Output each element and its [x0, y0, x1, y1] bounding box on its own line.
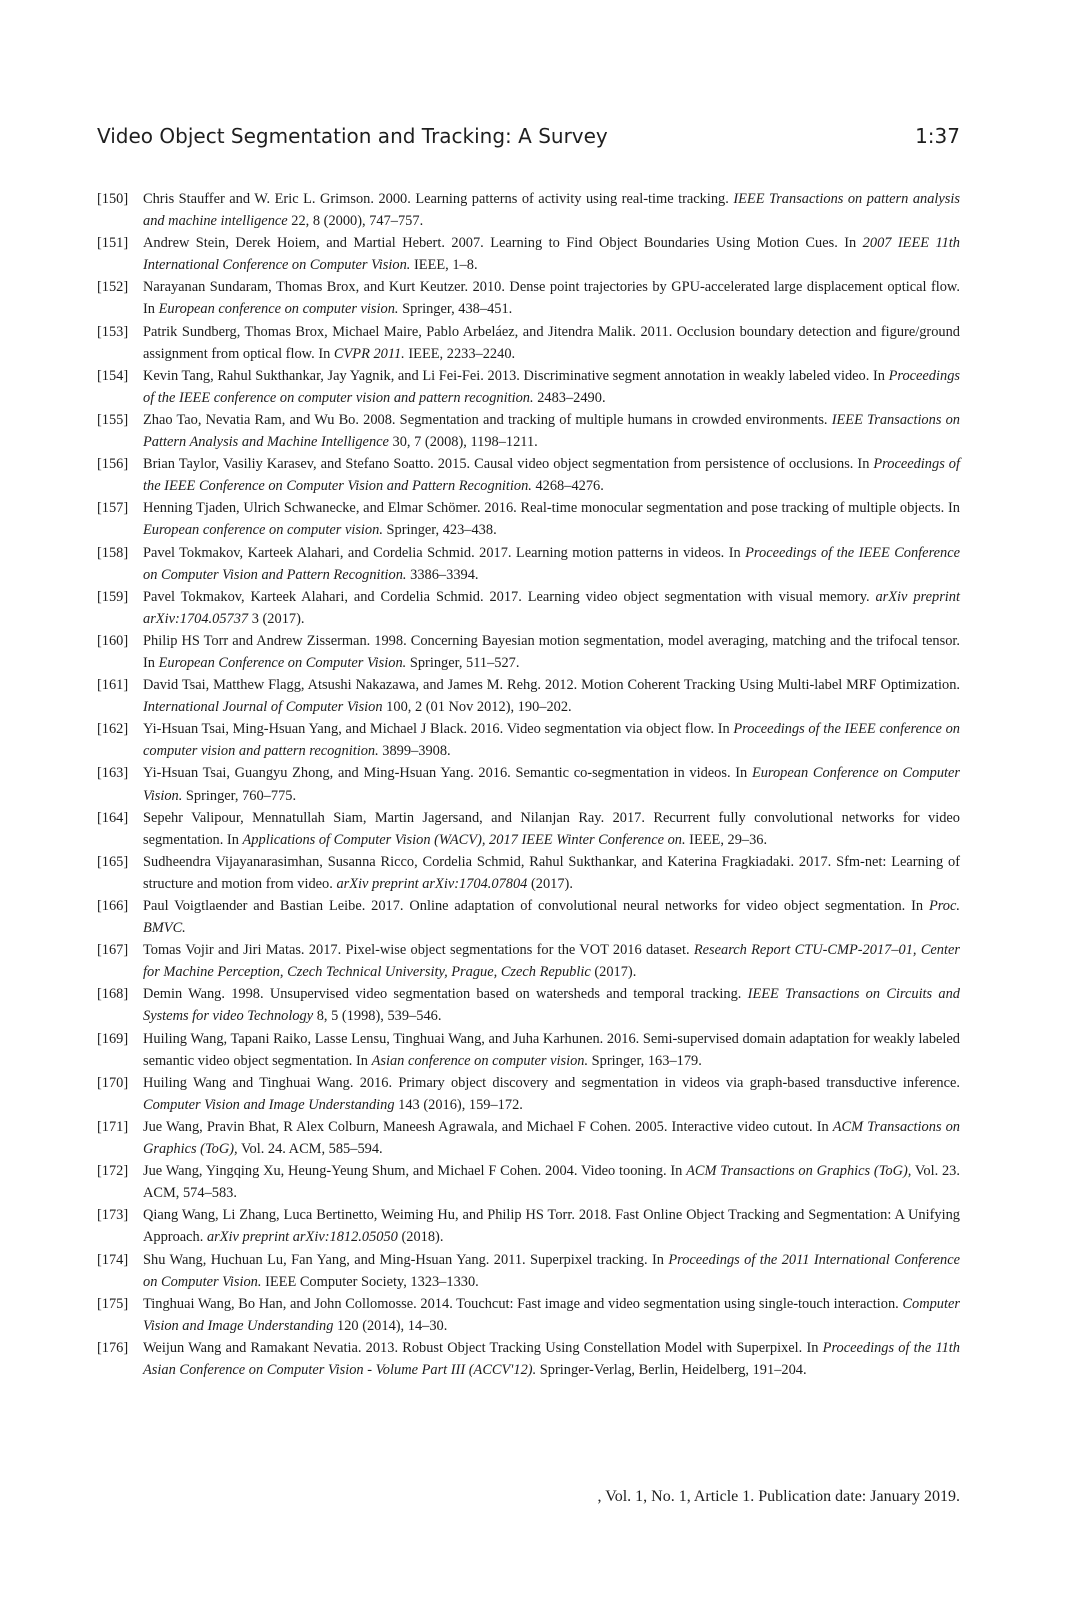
reference-authors-title: Narayanan Sundaram, Thomas Brox, and Kurt Keutzer. 2010. Dense point trajectories by GPU-accelerated large displacement optical flow. In — [143, 279, 960, 318]
reference-entry — [97, 1204, 960, 1248]
reference-authors-title: Huiling Wang, Tapani Raiko, Lasse Lensu, Tinghuai Wang, and Juha Karhunen. 2016. Semi-supervised domain adaptation for weakly labeled semantic video object segmentation. In — [143, 1030, 960, 1069]
reference-text — [143, 235, 960, 273]
reference-venue: Applications of Computer Vision (WACV), 2017 IEEE Winter Conference on. — [242, 831, 686, 848]
reference-venue: International Journal of Computer Vision — [143, 699, 383, 716]
reference-entry — [97, 1028, 960, 1072]
reference-venue: Proceedings of the IEEE Conference on Computer Vision and Pattern Recognition. — [143, 456, 960, 495]
reference-details: Springer, 423–438. — [382, 522, 497, 539]
reference-number: [173] — [97, 1207, 129, 1224]
reference-details: 100, 2 (01 Nov 2012), 190–202. — [382, 699, 572, 716]
reference-venue: Computer Vision and Image Understanding — [143, 1295, 960, 1334]
reference-venue: Proceedings of the IEEE Conference on Computer Vision and Pattern Recognition. — [143, 544, 960, 583]
page-number: 1:37 — [915, 124, 960, 148]
reference-number: [172] — [97, 1163, 129, 1180]
reference-entry — [97, 762, 960, 806]
reference-entry — [97, 1072, 960, 1116]
reference-text — [143, 1296, 960, 1334]
reference-details: IEEE, 1–8. — [410, 257, 478, 274]
reference-number: [161] — [97, 677, 129, 694]
reference-text — [143, 191, 960, 229]
reference-text — [143, 279, 960, 317]
reference-authors-title: Zhao Tao, Nevatia Ram, and Wu Bo. 2008. Segmentation and tracking of multiple humans in crowded environments. — [143, 411, 832, 428]
reference-authors-title: Tomas Vojir and Jiri Matas. 2017. Pixel-wise object segmentations for the VOT 2016 dataset. — [143, 942, 694, 959]
reference-entry — [97, 1160, 960, 1204]
reference-authors-title: Chris Stauffer and W. Eric L. Grimson. 2000. Learning patterns of activity using real-time tracking. — [143, 191, 734, 207]
reference-number: [168] — [97, 986, 129, 1003]
reference-entry — [97, 232, 960, 276]
reference-authors-title: Paul Voigtlaender and Bastian Leibe. 2017. Online adaptation of convolutional neural networks for video object segmentation. In — [143, 898, 929, 914]
reference-venue: Computer Vision and Image Understanding — [143, 1096, 395, 1113]
reference-text — [143, 677, 960, 715]
reference-authors-title: Philip HS Torr and Andrew Zisserman. 1998. Concerning Bayesian motion segmentation, model averaging, matching and the trifocal tensor. In — [143, 632, 960, 671]
reference-details: Springer-Verlag, Berlin, Heidelberg, 191–204. — [536, 1361, 807, 1378]
reference-venue: ACM Transactions on Graphics (ToG), — [686, 1163, 912, 1180]
reference-details: (2017). — [527, 875, 573, 892]
reference-number: [159] — [97, 588, 129, 605]
reference-text — [143, 368, 960, 406]
reference-authors-title: Qiang Wang, Li Zhang, Luca Bertinetto, Weiming Hu, and Philip HS Torr. 2018. Fast Online Object Tracking and Segmentation: A Unifying Approach. — [143, 1207, 960, 1246]
reference-text — [143, 1252, 960, 1290]
reference-details: Springer, 760–775. — [182, 787, 297, 804]
reference-venue: European conference on computer vision. — [158, 301, 399, 318]
reference-details: 30, 7 (2008), 1198–1211. — [388, 434, 538, 451]
reference-number: [156] — [97, 456, 129, 473]
reference-venue: arXiv preprint arXiv:1704.07804 — [336, 875, 528, 892]
reference-details: 3 (2017). — [248, 610, 305, 627]
reference-entry — [97, 453, 960, 497]
reference-details: IEEE, 29–36. — [685, 831, 768, 848]
reference-venue: IEEE Transactions on pattern analysis and machine intelligence — [143, 191, 960, 230]
reference-text — [143, 1119, 960, 1157]
reference-details: IEEE Computer Society, 1323–1330. — [261, 1273, 479, 1290]
reference-details: 22, 8 (2000), 747–757. — [287, 213, 424, 230]
reference-venue: arXiv preprint arXiv:1812.05050 — [206, 1229, 398, 1246]
reference-text — [143, 898, 960, 936]
reference-authors-title: Patrik Sundberg, Thomas Brox, Michael Maire, Pablo Arbeláez, and Jitendra Malik. 2011. Occlusion boundary detection and figure/ground assignment from optical flow. In — [143, 323, 960, 362]
reference-text — [143, 324, 960, 362]
reference-entry — [97, 674, 960, 718]
reference-authors-title: Shu Wang, Huchuan Lu, Fan Yang, and Ming-Hsuan Yang. 2011. Superpixel tracking. In — [143, 1251, 669, 1268]
reference-details: (2017). — [590, 964, 637, 981]
reference-details: 3386–3394. — [406, 566, 479, 583]
reference-venue: European Conference on Computer Vision. — [143, 765, 960, 804]
reference-authors-title: Henning Tjaden, Ulrich Schwanecke, and Elmar Schömer. 2016. Real-time monocular segmentation and pose tracking of multiple objects. In — [143, 500, 960, 517]
reference-text — [143, 721, 960, 759]
reference-authors-title: Pavel Tokmakov, Karteek Alahari, and Cordelia Schmid. 2017. Learning video object segmentation with visual memory. — [143, 588, 876, 605]
running-title: Video Object Segmentation and Tracking: A Survey — [97, 124, 608, 148]
reference-entry — [97, 586, 960, 630]
reference-venue: Proceedings of the IEEE conference on computer vision and pattern recognition. — [143, 367, 960, 406]
reference-authors-title: Huiling Wang and Tinghuai Wang. 2016. Primary object discovery and segmentation in videos via graph-based transductive inference. — [143, 1074, 960, 1091]
running-header — [97, 124, 960, 154]
reference-authors-title: Weijun Wang and Ramakant Nevatia. 2013. Robust Object Tracking Using Constellation Model with Superpixel. In — [143, 1339, 823, 1356]
reference-text — [143, 545, 960, 583]
reference-entry — [97, 1249, 960, 1293]
reference-list — [97, 188, 960, 1381]
reference-authors-title: Tinghuai Wang, Bo Han, and John Collomosse. 2014. Touchcut: Fast image and video segmentation using single-touch interaction. — [143, 1295, 903, 1312]
reference-entry — [97, 851, 960, 895]
reference-details: IEEE, 2233–2240. — [404, 345, 516, 362]
reference-authors-title: Pavel Tokmakov, Karteek Alahari, and Cordelia Schmid. 2017. Learning motion patterns in videos. In — [143, 544, 746, 561]
reference-details: 2483–2490. — [533, 389, 606, 406]
reference-venue: IEEE Transactions on Pattern Analysis and Machine Intelligence — [143, 411, 960, 451]
reference-venue: Proc. BMVC. — [143, 898, 960, 937]
reference-number: [155] — [97, 411, 129, 428]
reference-details: Springer, 438–451. — [398, 301, 513, 318]
reference-details: Springer, 511–527. — [406, 654, 520, 671]
reference-details: Springer, 163–179. — [588, 1052, 702, 1069]
reference-text — [143, 1340, 960, 1378]
reference-venue: Proceedings of the 11th Asian Conference on Computer Vision - Volume Part III (ACCV'12). — [143, 1339, 960, 1378]
reference-details: Vol. 23. ACM, 574–583. — [143, 1163, 960, 1202]
reference-number: [170] — [97, 1074, 129, 1091]
reference-number: [174] — [97, 1251, 129, 1268]
reference-entry — [97, 807, 960, 851]
reference-details: 120 (2014), 14–30. — [333, 1317, 448, 1334]
reference-number: [167] — [97, 942, 129, 959]
reference-authors-title: Sudheendra Vijayanarasimhan, Susanna Ricco, Cordelia Schmid, Rahul Sukthankar, and Katerina Fragkiadaki. 2017. Sfm-net: Learning of structure and motion from video. — [143, 853, 960, 892]
reference-authors-title: Demin Wang. 1998. Unsupervised video segmentation based on watersheds and temporal tracking. — [143, 986, 748, 1003]
reference-venue: IEEE Transactions on Circuits and Systems for video Technology — [143, 986, 960, 1025]
reference-entry — [97, 1116, 960, 1160]
reference-venue: 2007 IEEE 11th International Conference on Computer Vision. — [143, 235, 961, 274]
reference-details: 4268–4276. — [531, 478, 604, 495]
reference-number: [157] — [97, 500, 129, 517]
reference-text — [143, 854, 960, 892]
reference-authors-title: Jue Wang, Pravin Bhat, R Alex Colburn, Maneesh Agrawala, and Michael F Cohen. 2005. Interactive video cutout. In — [143, 1118, 833, 1135]
reference-entry — [97, 497, 960, 541]
reference-details: (2018). — [397, 1229, 444, 1246]
reference-text — [143, 1031, 960, 1069]
reference-entry — [97, 718, 960, 762]
reference-number: [151] — [97, 235, 129, 252]
publication-footer: , Vol. 1, No. 1, Article 1. Publication date: January 2019. — [597, 1488, 960, 1505]
reference-number: [171] — [97, 1118, 129, 1135]
reference-authors-title: Kevin Tang, Rahul Sukthankar, Jay Yagnik, and Li Fei-Fei. 2013. Discriminative segment annotation in weakly labeled video. In — [143, 367, 889, 384]
reference-details: 143 (2016), 159–172. — [394, 1096, 523, 1113]
reference-details: 3899–3908. — [378, 743, 451, 760]
reference-authors-title: Andrew Stein, Derek Hoiem, and Martial Hebert. 2007. Learning to Find Object Boundaries Using Motion Cues. In — [143, 235, 863, 252]
reference-authors-title: Jue Wang, Yingqing Xu, Heung-Yeung Shum, and Michael F Cohen. 2004. Video tooning. In — [143, 1163, 687, 1180]
reference-entry — [97, 630, 960, 674]
reference-number: [152] — [97, 279, 129, 296]
reference-authors-title: Sepehr Valipour, Mennatullah Siam, Martin Jagersand, and Nilanjan Ray. 2017. Recurrent fully convolutional networks for video segmentation. In — [143, 809, 960, 848]
reference-text — [143, 1075, 960, 1113]
reference-number: [150] — [97, 191, 129, 207]
reference-number: [162] — [97, 721, 129, 738]
reference-entry — [97, 321, 960, 365]
reference-entry — [97, 895, 960, 939]
reference-text — [143, 986, 960, 1024]
reference-number: [175] — [97, 1295, 129, 1312]
reference-entry — [97, 939, 960, 983]
reference-text — [143, 456, 960, 494]
reference-venue: European conference on computer vision. — [143, 522, 383, 539]
reference-venue: ACM Transactions on Graphics (ToG), — [143, 1118, 960, 1158]
reference-authors-title: Yi-Hsuan Tsai, Guangyu Zhong, and Ming-Hsuan Yang. 2016. Semantic co-segmentation in videos. In — [143, 765, 752, 782]
reference-details: Vol. 24. ACM, 585–594. — [237, 1141, 383, 1158]
reference-venue: Research Report CTU-CMP-2017–01, Center for Machine Perception, Czech Technical University, Prague, Czech Republic — [143, 942, 960, 981]
reference-venue: CVPR 2011. — [333, 345, 405, 362]
reference-entry — [97, 1293, 960, 1337]
reference-venue: Proceedings of the 2011 International Conference on Computer Vision. — [143, 1251, 960, 1290]
reference-venue: Proceedings of the IEEE conference on computer vision and pattern recognition. — [143, 721, 960, 760]
reference-entry — [97, 983, 960, 1027]
reference-text — [143, 412, 960, 450]
reference-number: [160] — [97, 632, 129, 649]
reference-entry — [97, 1337, 960, 1381]
reference-number: [164] — [97, 809, 129, 826]
reference-authors-title: Brian Taylor, Vasiliy Karasev, and Stefano Soatto. 2015. Causal video object segmentation from persistence of occlusions. In — [143, 456, 874, 473]
reference-authors-title: Yi-Hsuan Tsai, Ming-Hsuan Yang, and Michael J Black. 2016. Video segmentation via object flow. In — [143, 721, 734, 738]
reference-number: [154] — [97, 367, 129, 384]
reference-text — [143, 765, 960, 803]
reference-number: [166] — [97, 898, 129, 914]
reference-number: [163] — [97, 765, 129, 782]
reference-text — [143, 810, 960, 848]
reference-entry — [97, 365, 960, 409]
reference-entry — [97, 188, 960, 232]
reference-text — [143, 633, 960, 671]
reference-authors-title: David Tsai, Matthew Flagg, Atsushi Nakazawa, and James M. Rehg. 2012. Motion Coherent Tracking Using Multi-label MRF Optimization. — [143, 677, 960, 694]
reference-entry — [97, 409, 960, 453]
reference-number: [165] — [97, 853, 129, 870]
reference-venue: Asian conference on computer vision. — [371, 1052, 589, 1069]
reference-text — [143, 500, 960, 538]
reference-venue: European Conference on Computer Vision. — [158, 654, 407, 671]
reference-number: [169] — [97, 1030, 129, 1047]
reference-venue: arXiv preprint arXiv:1704.05737 — [143, 588, 960, 627]
reference-text — [143, 942, 960, 980]
reference-number: [153] — [97, 323, 129, 340]
reference-number: [158] — [97, 544, 129, 561]
reference-entry — [97, 276, 960, 320]
reference-number: [176] — [97, 1339, 129, 1356]
reference-entry — [97, 542, 960, 586]
reference-text — [143, 1207, 960, 1245]
reference-details: 8, 5 (1998), 539–546. — [313, 1008, 442, 1025]
reference-text — [143, 589, 960, 627]
reference-text — [143, 1163, 960, 1201]
